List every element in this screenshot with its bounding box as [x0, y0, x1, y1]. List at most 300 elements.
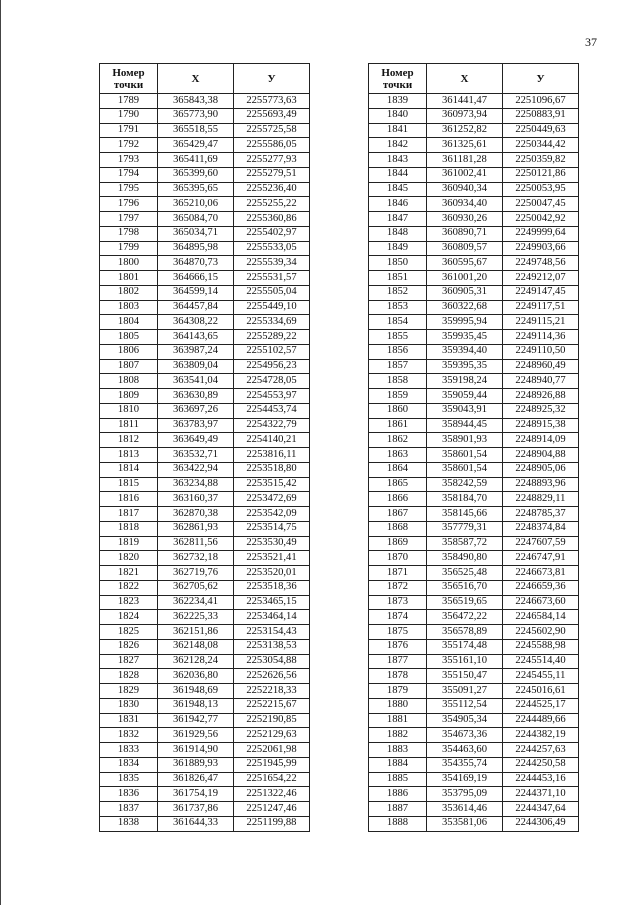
point-number-cell: 1818 [100, 521, 158, 536]
point-number-cell: 1799 [100, 241, 158, 256]
point-number-cell: 1865 [369, 477, 427, 492]
table-row [100, 123, 310, 138]
table-row [369, 595, 579, 610]
point-number-cell: 1869 [369, 536, 427, 551]
table-row [100, 256, 310, 271]
y-coordinate-cell: 2255289,22 [234, 330, 310, 345]
table-row [369, 713, 579, 728]
y-coordinate-cell: 2253518,80 [234, 462, 310, 477]
y-coordinate-cell: 2255725,58 [234, 123, 310, 138]
table-row [100, 315, 310, 330]
table-row [369, 507, 579, 522]
point-number-cell: 1845 [369, 182, 427, 197]
table-row [100, 802, 310, 817]
x-coordinate-cell: 363532,71 [158, 448, 234, 463]
y-coordinate-cell: 2247607,59 [503, 536, 579, 551]
x-coordinate-cell: 365034,71 [158, 226, 234, 241]
table-row [369, 580, 579, 595]
x-coordinate-cell: 361889,93 [158, 757, 234, 772]
x-coordinate-cell: 360595,67 [427, 256, 503, 271]
table-row [369, 271, 579, 286]
table-row [369, 462, 579, 477]
y-coordinate-cell: 2255505,04 [234, 285, 310, 300]
point-number-cell: 1836 [100, 787, 158, 802]
point-number-cell: 1793 [100, 153, 158, 168]
y-coordinate-cell: 2252218,33 [234, 684, 310, 699]
y-coordinate-cell: 2251945,99 [234, 757, 310, 772]
table-row [369, 285, 579, 300]
y-coordinate-cell: 2255693,49 [234, 108, 310, 123]
point-number-cell: 1820 [100, 551, 158, 566]
table-row [369, 123, 579, 138]
y-coordinate-cell: 2253521,41 [234, 551, 310, 566]
table-row [100, 94, 310, 109]
table-row [100, 580, 310, 595]
x-coordinate-cell: 361002,41 [427, 167, 503, 182]
point-number-cell: 1789 [100, 94, 158, 109]
point-number-cell: 1870 [369, 551, 427, 566]
point-number-cell: 1849 [369, 241, 427, 256]
table-row [369, 610, 579, 625]
table-row [100, 566, 310, 581]
table-row [100, 138, 310, 153]
header-x: X [158, 64, 234, 94]
x-coordinate-cell: 355174,48 [427, 639, 503, 654]
table-row [100, 551, 310, 566]
table-row [100, 536, 310, 551]
table-row [369, 153, 579, 168]
x-coordinate-cell: 362234,41 [158, 595, 234, 610]
point-number-cell: 1813 [100, 448, 158, 463]
y-coordinate-cell: 2254553,97 [234, 389, 310, 404]
table-row [100, 167, 310, 182]
table-row [100, 433, 310, 448]
y-coordinate-cell: 2248785,37 [503, 507, 579, 522]
header-point-number [100, 64, 158, 94]
point-number-cell: 1817 [100, 507, 158, 522]
point-number-cell: 1883 [369, 743, 427, 758]
point-number-cell: 1822 [100, 580, 158, 595]
point-number-cell: 1885 [369, 772, 427, 787]
y-coordinate-cell: 2248905,06 [503, 462, 579, 477]
y-coordinate-cell: 2250053,95 [503, 182, 579, 197]
x-coordinate-cell: 359935,45 [427, 330, 503, 345]
x-coordinate-cell: 359059,44 [427, 389, 503, 404]
table-row [100, 654, 310, 669]
x-coordinate-cell: 354169,19 [427, 772, 503, 787]
x-coordinate-cell: 365084,70 [158, 212, 234, 227]
table-row [369, 492, 579, 507]
y-coordinate-cell: 2255255,22 [234, 197, 310, 212]
x-coordinate-cell: 353795,09 [427, 787, 503, 802]
y-coordinate-cell: 2251322,46 [234, 787, 310, 802]
x-coordinate-cell: 362732,18 [158, 551, 234, 566]
table-row [369, 256, 579, 271]
x-coordinate-cell: 360809,57 [427, 241, 503, 256]
table-row [100, 595, 310, 610]
x-coordinate-cell: 365429,47 [158, 138, 234, 153]
table-row [369, 684, 579, 699]
y-coordinate-cell: 2253542,09 [234, 507, 310, 522]
x-coordinate-cell: 364870,73 [158, 256, 234, 271]
coordinates-table-left [99, 63, 310, 832]
table-row [100, 787, 310, 802]
y-coordinate-cell: 2251654,22 [234, 772, 310, 787]
table-row [369, 669, 579, 684]
header-x: X [427, 64, 503, 94]
table-row [100, 462, 310, 477]
point-number-cell: 1806 [100, 344, 158, 359]
x-coordinate-cell: 360934,40 [427, 197, 503, 212]
y-coordinate-cell: 2252215,67 [234, 698, 310, 713]
point-number-cell: 1807 [100, 359, 158, 374]
page-number: 37 [585, 35, 597, 49]
y-coordinate-cell: 2255102,57 [234, 344, 310, 359]
y-coordinate-cell: 2255277,93 [234, 153, 310, 168]
y-coordinate-cell: 2253465,15 [234, 595, 310, 610]
table-row [369, 728, 579, 743]
point-number-cell: 1887 [369, 802, 427, 817]
y-coordinate-cell: 2251096,67 [503, 94, 579, 109]
x-coordinate-cell: 365518,55 [158, 123, 234, 138]
x-coordinate-cell: 363809,04 [158, 359, 234, 374]
y-coordinate-cell: 2254322,79 [234, 418, 310, 433]
x-coordinate-cell: 359043,91 [427, 403, 503, 418]
y-coordinate-cell: 2246747,91 [503, 551, 579, 566]
x-coordinate-cell: 354355,74 [427, 757, 503, 772]
y-coordinate-cell: 2250042,92 [503, 212, 579, 227]
y-coordinate-cell: 2244306,49 [503, 816, 579, 831]
y-coordinate-cell: 2245455,11 [503, 669, 579, 684]
point-number-cell: 1802 [100, 285, 158, 300]
point-number-cell: 1881 [369, 713, 427, 728]
y-coordinate-cell: 2248374,84 [503, 521, 579, 536]
y-coordinate-cell: 2255449,10 [234, 300, 310, 315]
table-row [100, 772, 310, 787]
y-coordinate-cell: 2255773,63 [234, 94, 310, 109]
y-coordinate-cell: 2251199,88 [234, 816, 310, 831]
y-coordinate-cell: 2249114,36 [503, 330, 579, 345]
x-coordinate-cell: 363160,37 [158, 492, 234, 507]
x-coordinate-cell: 359995,94 [427, 315, 503, 330]
point-number-cell: 1828 [100, 669, 158, 684]
y-coordinate-cell: 2244382,19 [503, 728, 579, 743]
x-coordinate-cell: 360905,31 [427, 285, 503, 300]
table-row [100, 241, 310, 256]
header-point-line1: Номер [381, 66, 414, 79]
table-row [100, 330, 310, 345]
table-row [369, 167, 579, 182]
x-coordinate-cell: 362719,76 [158, 566, 234, 581]
x-coordinate-cell: 365210,06 [158, 197, 234, 212]
y-coordinate-cell: 2245514,40 [503, 654, 579, 669]
point-number-cell: 1815 [100, 477, 158, 492]
table-row [100, 507, 310, 522]
y-coordinate-cell: 2248893,96 [503, 477, 579, 492]
point-number-cell: 1800 [100, 256, 158, 271]
point-number-cell: 1880 [369, 698, 427, 713]
y-coordinate-cell: 2255531,57 [234, 271, 310, 286]
x-coordinate-cell: 361441,47 [427, 94, 503, 109]
table-row [369, 182, 579, 197]
table-row [369, 226, 579, 241]
y-coordinate-cell: 2252061,98 [234, 743, 310, 758]
point-number-cell: 1860 [369, 403, 427, 418]
point-number-cell: 1801 [100, 271, 158, 286]
header-point-line2: точки [113, 78, 144, 91]
table-row [100, 403, 310, 418]
x-coordinate-cell: 363234,88 [158, 477, 234, 492]
table-row [100, 212, 310, 227]
point-number-cell: 1863 [369, 448, 427, 463]
x-coordinate-cell: 365843,38 [158, 94, 234, 109]
point-number-cell: 1823 [100, 595, 158, 610]
table-row [100, 492, 310, 507]
point-number-cell: 1827 [100, 654, 158, 669]
point-number-cell: 1873 [369, 595, 427, 610]
y-coordinate-cell: 2255334,69 [234, 315, 310, 330]
y-coordinate-cell: 2248914,09 [503, 433, 579, 448]
y-coordinate-cell: 2246659,36 [503, 580, 579, 595]
table-row [369, 212, 579, 227]
y-coordinate-cell: 2255236,40 [234, 182, 310, 197]
point-number-cell: 1840 [369, 108, 427, 123]
point-number-cell: 1874 [369, 610, 427, 625]
y-coordinate-cell: 2250344,42 [503, 138, 579, 153]
point-number-cell: 1835 [100, 772, 158, 787]
table-row [369, 536, 579, 551]
x-coordinate-cell: 363697,26 [158, 403, 234, 418]
x-coordinate-cell: 362225,33 [158, 610, 234, 625]
point-number-cell: 1861 [369, 418, 427, 433]
x-coordinate-cell: 358901,93 [427, 433, 503, 448]
table-row [100, 271, 310, 286]
table-row [100, 182, 310, 197]
x-coordinate-cell: 364666,15 [158, 271, 234, 286]
point-number-cell: 1884 [369, 757, 427, 772]
y-coordinate-cell: 2255360,86 [234, 212, 310, 227]
x-coordinate-cell: 363649,49 [158, 433, 234, 448]
point-number-cell: 1838 [100, 816, 158, 831]
table-row [100, 418, 310, 433]
table-row [369, 359, 579, 374]
x-coordinate-cell: 356516,70 [427, 580, 503, 595]
table-row [369, 816, 579, 831]
point-number-cell: 1886 [369, 787, 427, 802]
x-coordinate-cell: 362128,24 [158, 654, 234, 669]
x-coordinate-cell: 365395,65 [158, 182, 234, 197]
table-row [369, 315, 579, 330]
x-coordinate-cell: 361181,28 [427, 153, 503, 168]
table-row [369, 743, 579, 758]
table-row [369, 521, 579, 536]
table-row [100, 226, 310, 241]
y-coordinate-cell: 2254453,74 [234, 403, 310, 418]
y-coordinate-cell: 2244371,10 [503, 787, 579, 802]
x-coordinate-cell: 361737,86 [158, 802, 234, 817]
point-number-cell: 1816 [100, 492, 158, 507]
point-number-cell: 1803 [100, 300, 158, 315]
table-row [100, 285, 310, 300]
x-coordinate-cell: 353614,46 [427, 802, 503, 817]
x-coordinate-cell: 359395,35 [427, 359, 503, 374]
table-row [100, 359, 310, 374]
x-coordinate-cell: 360973,94 [427, 108, 503, 123]
point-number-cell: 1879 [369, 684, 427, 699]
table-row [369, 241, 579, 256]
header-point-line1: Номер [112, 66, 145, 79]
point-number-cell: 1864 [369, 462, 427, 477]
table-row [100, 713, 310, 728]
x-coordinate-cell: 358490,80 [427, 551, 503, 566]
table-row [100, 197, 310, 212]
point-number-cell: 1844 [369, 167, 427, 182]
point-number-cell: 1821 [100, 566, 158, 581]
point-number-cell: 1797 [100, 212, 158, 227]
y-coordinate-cell: 2248915,38 [503, 418, 579, 433]
point-number-cell: 1882 [369, 728, 427, 743]
point-number-cell: 1854 [369, 315, 427, 330]
table-row [100, 698, 310, 713]
page-edge-rule [0, 0, 1, 905]
x-coordinate-cell: 356472,22 [427, 610, 503, 625]
x-coordinate-cell: 363783,97 [158, 418, 234, 433]
x-coordinate-cell: 361826,47 [158, 772, 234, 787]
point-number-cell: 1851 [369, 271, 427, 286]
y-coordinate-cell: 2255586,05 [234, 138, 310, 153]
point-number-cell: 1859 [369, 389, 427, 404]
y-coordinate-cell: 2250883,91 [503, 108, 579, 123]
x-coordinate-cell: 353581,06 [427, 816, 503, 831]
y-coordinate-cell: 2249903,66 [503, 241, 579, 256]
table-body-left [100, 94, 310, 832]
x-coordinate-cell: 355150,47 [427, 669, 503, 684]
y-coordinate-cell: 2244257,63 [503, 743, 579, 758]
x-coordinate-cell: 365399,60 [158, 167, 234, 182]
table-row [100, 816, 310, 831]
table-row [369, 772, 579, 787]
y-coordinate-cell: 2248925,32 [503, 403, 579, 418]
table-row [100, 639, 310, 654]
point-number-cell: 1829 [100, 684, 158, 699]
x-coordinate-cell: 357779,31 [427, 521, 503, 536]
x-coordinate-cell: 363541,04 [158, 374, 234, 389]
y-coordinate-cell: 2253154,43 [234, 625, 310, 640]
point-number-cell: 1855 [369, 330, 427, 345]
x-coordinate-cell: 354905,34 [427, 713, 503, 728]
point-number-cell: 1847 [369, 212, 427, 227]
point-number-cell: 1878 [369, 669, 427, 684]
point-number-cell: 1792 [100, 138, 158, 153]
y-coordinate-cell: 2249147,45 [503, 285, 579, 300]
point-number-cell: 1814 [100, 462, 158, 477]
table-row [100, 684, 310, 699]
x-coordinate-cell: 359198,24 [427, 374, 503, 389]
y-coordinate-cell: 2254956,23 [234, 359, 310, 374]
table-row [100, 743, 310, 758]
table-row [369, 551, 579, 566]
x-coordinate-cell: 362861,93 [158, 521, 234, 536]
x-coordinate-cell: 360890,71 [427, 226, 503, 241]
point-number-cell: 1872 [369, 580, 427, 595]
x-coordinate-cell: 358601,54 [427, 462, 503, 477]
table-row [369, 330, 579, 345]
point-number-cell: 1790 [100, 108, 158, 123]
table-row [369, 787, 579, 802]
x-coordinate-cell: 364895,98 [158, 241, 234, 256]
y-coordinate-cell: 2253138,53 [234, 639, 310, 654]
table-row [100, 669, 310, 684]
y-coordinate-cell: 2253464,14 [234, 610, 310, 625]
point-number-cell: 1832 [100, 728, 158, 743]
x-coordinate-cell: 360940,34 [427, 182, 503, 197]
point-number-cell: 1841 [369, 123, 427, 138]
y-coordinate-cell: 2252626,56 [234, 669, 310, 684]
y-coordinate-cell: 2253520,01 [234, 566, 310, 581]
x-coordinate-cell: 363987,24 [158, 344, 234, 359]
y-coordinate-cell: 2250359,82 [503, 153, 579, 168]
point-number-cell: 1842 [369, 138, 427, 153]
y-coordinate-cell: 2253472,69 [234, 492, 310, 507]
point-number-cell: 1875 [369, 625, 427, 640]
x-coordinate-cell: 364308,22 [158, 315, 234, 330]
y-coordinate-cell: 2246673,81 [503, 566, 579, 581]
x-coordinate-cell: 355112,54 [427, 698, 503, 713]
y-coordinate-cell: 2253054,88 [234, 654, 310, 669]
x-coordinate-cell: 356578,89 [427, 625, 503, 640]
y-coordinate-cell: 2246673,60 [503, 595, 579, 610]
y-coordinate-cell: 2244525,17 [503, 698, 579, 713]
point-number-cell: 1856 [369, 344, 427, 359]
y-coordinate-cell: 2244347,64 [503, 802, 579, 817]
point-number-cell: 1791 [100, 123, 158, 138]
x-coordinate-cell: 362705,62 [158, 580, 234, 595]
point-number-cell: 1866 [369, 492, 427, 507]
point-number-cell: 1837 [100, 802, 158, 817]
x-coordinate-cell: 361914,90 [158, 743, 234, 758]
x-coordinate-cell: 361948,69 [158, 684, 234, 699]
x-coordinate-cell: 358587,72 [427, 536, 503, 551]
y-coordinate-cell: 2249115,21 [503, 315, 579, 330]
table-row [369, 477, 579, 492]
y-coordinate-cell: 2253816,11 [234, 448, 310, 463]
header-point-number [369, 64, 427, 94]
table-row [100, 300, 310, 315]
x-coordinate-cell: 361942,77 [158, 713, 234, 728]
point-number-cell: 1810 [100, 403, 158, 418]
x-coordinate-cell: 361754,19 [158, 787, 234, 802]
y-coordinate-cell: 2254140,21 [234, 433, 310, 448]
x-coordinate-cell: 358601,54 [427, 448, 503, 463]
table-header-row [100, 64, 310, 94]
point-number-cell: 1867 [369, 507, 427, 522]
y-coordinate-cell: 2252190,85 [234, 713, 310, 728]
table-row [100, 374, 310, 389]
point-number-cell: 1809 [100, 389, 158, 404]
point-number-cell: 1858 [369, 374, 427, 389]
x-coordinate-cell: 358242,59 [427, 477, 503, 492]
point-number-cell: 1825 [100, 625, 158, 640]
y-coordinate-cell: 2250121,86 [503, 167, 579, 182]
point-number-cell: 1811 [100, 418, 158, 433]
table-row [100, 728, 310, 743]
x-coordinate-cell: 364457,84 [158, 300, 234, 315]
table-row [100, 108, 310, 123]
point-number-cell: 1843 [369, 153, 427, 168]
x-coordinate-cell: 361644,33 [158, 816, 234, 831]
point-number-cell: 1853 [369, 300, 427, 315]
point-number-cell: 1846 [369, 197, 427, 212]
